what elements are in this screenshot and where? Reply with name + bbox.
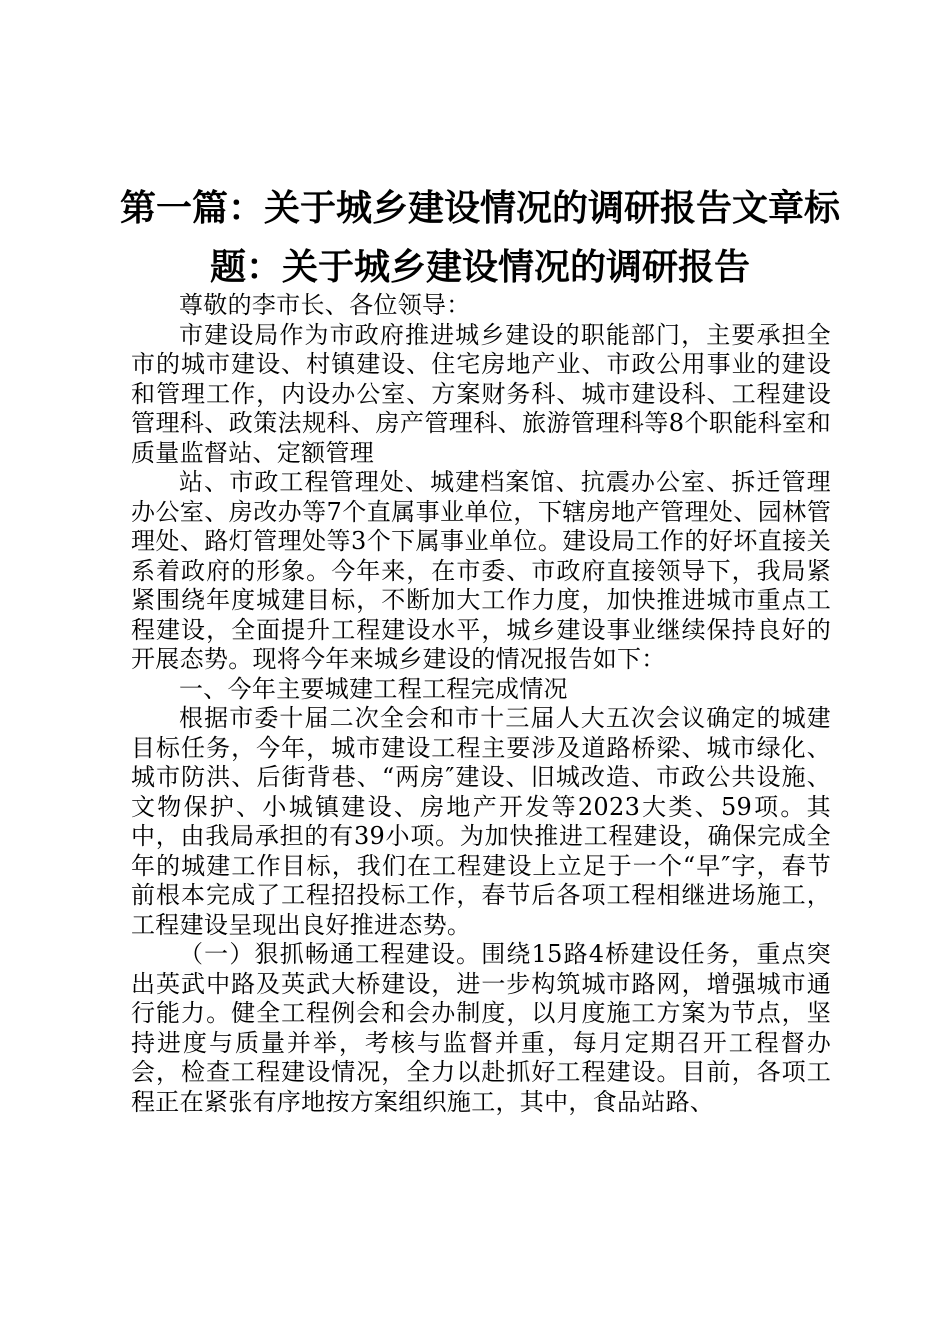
document-body	[131, 291, 831, 1117]
document-title-line-2: 题：关于城乡建设情况的调研报告	[209, 247, 750, 288]
section-heading: 一、今年主要城建工程工程完成情况	[179, 674, 568, 703]
intro-paragraph: 市建设局作为市政府推进城乡建设的职能部门，主要承担全市的城市建设、村镇建设、住宅房地产业、市政公用事业的建设和管理工作，内设办公室、方案财务科、城市建设科、工程建设管理科、政策法规科、房产管理科、旅游管理科等8个职能科室和质量监督站、定额管理	[131, 320, 831, 467]
document-title-line-1: 第一篇：关于城乡建设情况的调研报告文章标	[120, 188, 841, 229]
traffic-project-paragraph: （一）狠抓畅通工程建设。围绕15路4桥建设任务，重点突出英武中路及英武大桥建设，进一步构筑城市路网，增强城市通行能力。健全工程例会和会办制度，以月度施工方案为节点，坚持进度与质量并举，考核与监督并重，每月定期召开工程督办会，检查工程建设情况，全力以赴抓好工程建设。目前，各项工程正在紧张有序地按方案组织施工，其中，食品站路、	[131, 940, 831, 1116]
salutation-paragraph: 尊敬的李市长、各位领导：	[179, 291, 471, 319]
units-paragraph: 站、市政工程管理处、城建档案馆、抗震办公室、拆迁管理办公室、房改办等7个直属事业单位，下辖房地产管理处、园林管理处、路灯管理处等3个下属事业单位。建设局工作的好坏直接关系着政府的形象。今年来，在市委、市政府直接领导下，我局紧紧围绕年度城建目标，不断加大工作力度，加快推进城市重点工程建设，全面提升工程建设水平，城乡建设事业继续保持良好的开展态势。现将今年来城乡建设的情况报告如下：	[131, 468, 831, 673]
targets-paragraph: 根据市委十届二次全会和市十三届人大五次会议确定的城建目标任务，今年，城市建设工程主要涉及道路桥梁、城市绿化、城市防洪、后街背巷、“两房″建设、旧城改造、市政公共设施、文物保护、小城镇建设、房地产开发等2023大类、59项。其中，由我局承担的有39小项。为加快推进工程建设，确保完成全年的城建工作目标，我们在工程建设上立足于一个“早″字，春节前根本完成了工程招投标工作，春节后各项工程相继进场施工，工程建设呈现出良好推进态势。	[131, 704, 831, 939]
